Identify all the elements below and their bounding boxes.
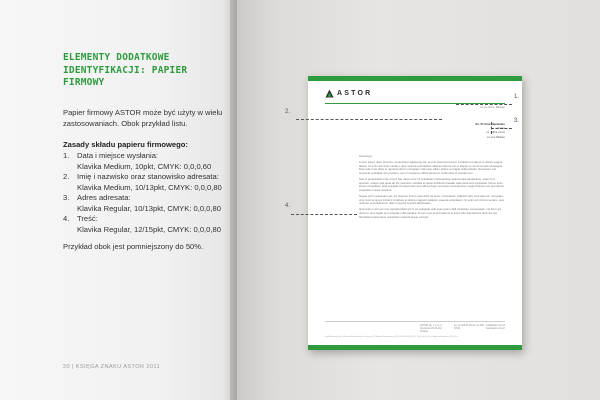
letter-footer-rule: [325, 321, 505, 322]
letter-footer-address: ASTOR Sp. z o.o. ul. Smoleńsk 29 31-112 Kraków: [420, 324, 443, 334]
astor-logo-wordmark: ASTOR: [337, 90, 373, 97]
rule-spec: Klavika Regular, 10/13pkt, CMYK: 0,0,0,80: [77, 203, 221, 213]
rule-spec: Klavika Medium, 10pkt, CMYK: 0,0,0,60: [77, 161, 212, 171]
callout-4-number: 4.: [285, 203, 291, 209]
section-heading: [63, 52, 228, 90]
rule-label: Adres adresata:: [77, 193, 131, 202]
rules-title: Zasady składu papieru firmowego:: [63, 140, 188, 149]
astor-logo-icon: [325, 89, 334, 98]
rule-item: [63, 151, 225, 172]
callout-2-number: 2.: [285, 109, 291, 115]
callout-3-line: [491, 128, 512, 129]
letter-place-date: xx.xx.xxxx, Miasto: [480, 105, 505, 109]
addressee-street: ul. Ulica xx/xx: [486, 130, 505, 135]
addressee-name: Sz. Pr Imie Nazwisko: [475, 122, 505, 126]
letter-addressee: [435, 122, 505, 139]
intro-text: Papier firmowy ASTOR może być użyty w wielu zastosowaniach. Obok przykład listu.: [63, 108, 223, 128]
letter-paragraph: Lorem ipsum dolor sit amet, consectetur adipiscing elit, sed do eiusmod tempor incididunt ut labore et dolore magna aliqua. Ut enim ad minim veniam, quis nostrud exercitation ullamco laboris nisi ut aliquip ex ea commodo consequat. Duis aute irure dolor in reprehenderit in voluptate velit esse cillum dolore eu fugiat nulla pariatur. Excepteur sint occaecat cupidatat non proident, sunt in culpa qui officia deserunt mollit anim id est laborum.: [359, 159, 503, 175]
letter-paragraph: Quis autem vel eum iure reprehenderit qui in ea voluptate velit esse quam nihil molestiae consequatur, vel illum qui dolorem eum fugiat quo voluptas nulla pariatur. At vero eos et accusamus et iusto odio dignissimos ducimus qui blanditiis praesentium voluptatum deleniti atque corrupti.: [359, 207, 502, 219]
letter-greeting: Szanowny,: [359, 154, 373, 158]
callout-1-line: [456, 104, 512, 105]
letter-body: [359, 155, 505, 221]
letter-footer-phone: tel. 12 428 63 00 fax 12 428 63 09: [454, 324, 484, 331]
page-footer: 20 | KSIĘGA ZNAKU ASTOR 2011: [63, 364, 161, 370]
rule-item: [63, 172, 225, 193]
rule-item: [63, 193, 225, 214]
addressee-role: Firma: [497, 126, 505, 131]
callout-3-number: 3.: [514, 118, 520, 124]
rule-spec: Klavika Medium, 10/13pkt, CMYK: 0,0,0,80: [77, 182, 222, 192]
letter-bottom-bar: [308, 345, 522, 350]
heading-line-1: ELEMENTY DODATKOWE: [63, 52, 170, 63]
rule-item: [63, 214, 225, 235]
reduced-note: Przykład obok jest pomniejszony do 50%.: [63, 242, 204, 251]
letterhead-sample: [308, 76, 522, 350]
rule-number: 2.: [63, 172, 70, 181]
callout-1-number: 1.: [514, 94, 520, 100]
rule-number: 4.: [63, 214, 70, 223]
rules-list: [63, 151, 225, 235]
addressee-city: xx-xxx Miasto: [486, 134, 505, 139]
rule-spec: Klavika Regular, 12/15pkt, CMYK: 0,0,0,80: [77, 224, 221, 234]
rule-label: Treść:: [77, 214, 98, 223]
callout-2-line: [296, 119, 442, 120]
letter-footer-web: info@astor.com.pl www.astor.com.pl: [486, 324, 506, 331]
heading-line-2: IDENTYFIKACJI: PAPIER FIRMOWY: [63, 64, 188, 88]
rule-number: 3.: [63, 193, 70, 202]
letter-paragraph: Neque porro quisquam est, qui dolorem ipsum quia dolor sit amet, consectetur, adipisci velit, sed quia non numquam eius modi tempora incidunt ut labore et dolore magnam aliquam quaerat voluptatem. Ut enim ad minima veniam, quis nostrum exercitationem ullam corporis suscipit laboriosam.: [359, 193, 505, 206]
rule-label: Data i miejsce wysłania:: [77, 151, 159, 160]
rule-label: Imię i nazwisko oraz stanowisko adresata:: [77, 172, 219, 181]
letter-paragraph: Sed ut perspiciatis unde omnis iste natus error sit voluptatem accusantium doloremque laudantium, totam rem aperiam, eaque ipsa quae ab illo inventore veritatis et quasi architecto beatae vitae dicta sunt explicabo. Nemo enim ipsam voluptatem quia voluptas sit aspernatur aut odit aut fugit, sed quia consequuntur magni dolores eos qui ratione voluptatem sequi nesciunt.: [359, 176, 504, 192]
letter-top-bar: [308, 76, 522, 81]
callout-4-line: [291, 214, 357, 215]
letter-footer-legal: Sąd Rejonowy dla Krakowa-Śródmieścia w Krakowie, XI Wydział Gospodarczy KRS: 0000000000, NIP: 000-000-00-00, Kapitał zakładowy: 000 000 zł: [325, 336, 458, 338]
rule-number: 1.: [63, 151, 70, 160]
astor-logo: [325, 89, 372, 98]
